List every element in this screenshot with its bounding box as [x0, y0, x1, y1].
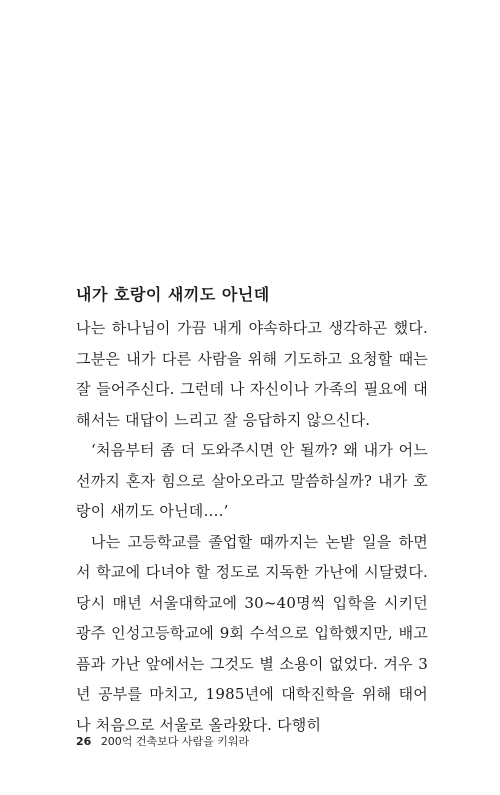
page-number: 26: [76, 735, 92, 748]
paragraph-2-quote: ‘처음부터 좀 더 도와주시면 안 될까? 왜 내가 어느 선까지 혼자 힘으로 살아오라고 말씀하실까? 내가 호랑이 새끼도 아닌데….’: [76, 441, 428, 520]
paragraph-3: 나는 고등학교를 졸업할 때까지는 논밭 일을 하면서 학교에 다녀야 할 정도로 지독한 가난에 시달렸다. 당시 매년 서울대학교에 30~40명씩 입학을 시키던 광주 인성고등학교에 9회 수석으로 입학했지만, 배고픔과 가난 앞에서는 그것도 별 소용이 없었다. 겨우 3년 공부를 마치고, 1985년에 대학진학을 위해 태어나 처음으로 서울로 올라왔다. 다행히: [76, 532, 428, 734]
paragraph-1: 나는 하나님이 가끔 내게 야속하다고 생각하곤 했다. 그분은 내가 다른 사람을 위해 기도하고 요청할 때는 잘 들어주신다. 그런데 나 자신이나 가족의 필요에 대해서는 대답이 느리고 잘 응답하지 않으신다.: [76, 319, 428, 429]
book-title: 200억 건축보다 사람을 키워라: [100, 735, 250, 748]
section-heading: 내가 호랑이 새끼도 아닌데: [76, 285, 270, 304]
page-footer: [76, 735, 249, 749]
body-text: [76, 313, 428, 740]
